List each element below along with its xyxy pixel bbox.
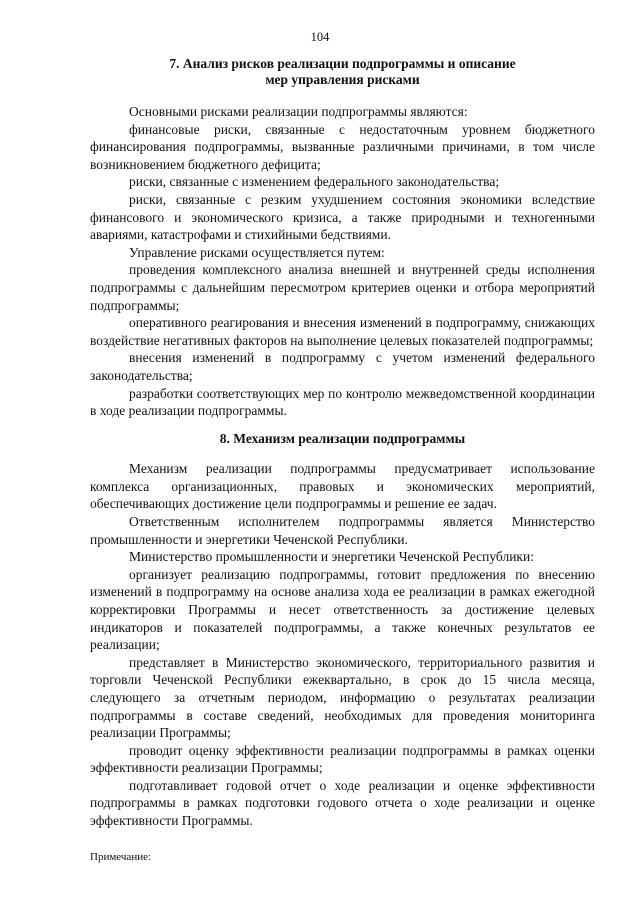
section-8-title: 8. Механизм реализации подпрограммы [219, 430, 466, 446]
page-number: 104 [310, 30, 330, 44]
footnote-label: Примечание: [90, 851, 152, 863]
section-8-paragraph: Министерство промышленности и энергетики Чеченской Республики: [129, 549, 534, 565]
section-7-paragraph: риски, связанные с изменением федерального законодательства; [129, 174, 500, 190]
section-8-paragraph: Механизм реализации подпрограммы предусматривает использование комплекса организационных, правовых и экономических мероприятий, обеспечивающих достижение цели подпрограммы и решение ее задач. [90, 461, 595, 512]
section-7-paragraph: финансовые риски, связанные с недостаточным уровнем бюджетного финансирования подпрограммы, вызванные различными причинами, в том числе возникновением бюджетного дефицита; [90, 121, 595, 172]
section-7-paragraph: Управление рисками осуществляется путем: [129, 244, 385, 260]
page-content [90, 56, 595, 830]
section-7-paragraph: разработки соответствующих мер по контролю межведомственной координации в ходе реализации подпрограммы. [90, 385, 595, 419]
section-8-paragraph: представляет в Министерство экономического, территориального развития и торговли Чеченской Республики ежеквартально, в срок до 15 числа месяца, следующего за отчетным периодом, информацию о результатах реализации подпрограммы в составе сведений, необходимых для проведения мониторинга реализации Программы; [90, 654, 595, 741]
section-7-paragraph: Основными рисками реализации подпрограммы являются: [129, 104, 468, 119]
section-8-paragraph: Ответственным исполнителем подпрограммы является Министерство промышленности и энергетики Чеченской Республики. [90, 513, 595, 547]
section-8-paragraph: подготавливает годовой отчет о ходе реализации и оценке эффективности подпрограммы в рамках подготовки годового отчета о ходе реализации и оценке эффективности Программы. [90, 777, 595, 829]
section-8-paragraph: организует реализацию подпрограммы, готовит предложения по внесению изменений в подпрограмму на основе анализа хода ее реализации в рамках ежегодной корректировки Программы и несет ответственность за достижение целевых индикаторов и показателей подпрограммы, а также конечных результатов ее реализации; [90, 566, 595, 653]
section-7-paragraph: внесения изменений в подпрограмму с учетом изменений федерального законодательства; [90, 350, 595, 383]
section-7-title-line-2: мер управления рисками [265, 71, 420, 87]
section-7-paragraph: проведения комплексного анализа внешней и внутренней среды исполнения подпрограммы с дальнейшим пересмотром критериев оценки и отбора мероприятий подпрограммы; [90, 262, 595, 313]
section-8-paragraph: проводит оценку эффективности реализации подпрограммы в рамках оценки эффективности реализации Программы; [90, 742, 595, 776]
section-7-title [90, 56, 595, 87]
section-7-paragraph: риски, связанные с резким ухудшением состояния экономики вследствие финансового и экономического кризиса, а также природными и техногенными авариями, катастрофами и стихийными бедствиями. [90, 191, 595, 243]
section-7-title-line-1: 7. Анализ рисков реализации подпрограммы и описание [169, 56, 516, 71]
section-7-paragraph: оперативного реагирования и внесения изменений в подпрограмму, снижающих воздействие негативных факторов на выполнение целевых показателей подпрограммы; [90, 315, 595, 348]
